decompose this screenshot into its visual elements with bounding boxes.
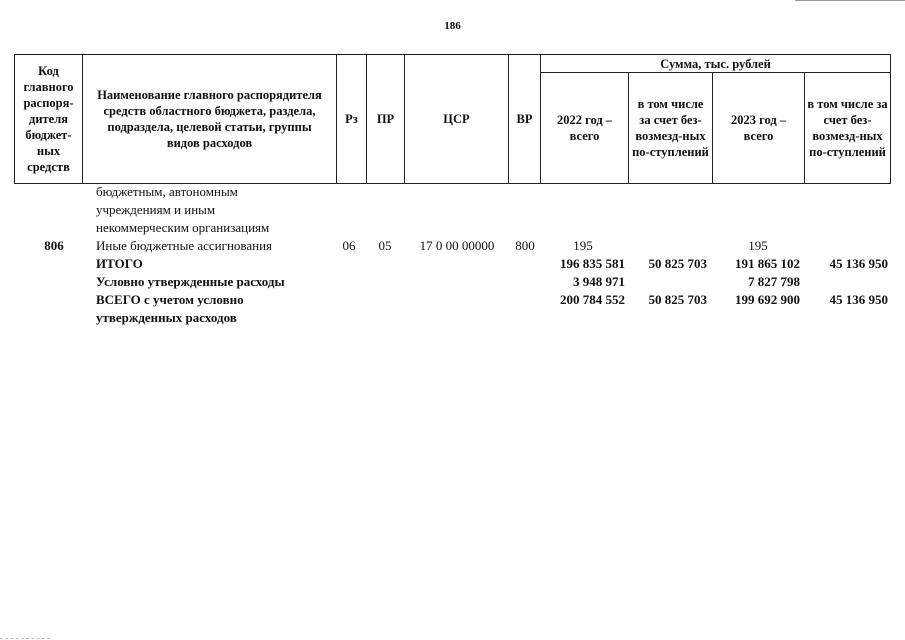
table-row — [14, 201, 890, 219]
row-2022-free: 50 825 703 — [648, 292, 707, 307]
row-2023-total: 7 827 798 — [748, 274, 800, 289]
header-csr: ЦСР — [405, 55, 509, 184]
header-vr: ВР — [509, 55, 541, 184]
header-name: Наименование главного распорядителя средств областного бюджета, раздела, подраздела, целевой статьи, группы видов расходов — [83, 55, 337, 184]
table-row-total-cont — [14, 309, 890, 327]
row-vr: 800 — [515, 238, 535, 253]
table-row-itogo — [14, 255, 890, 273]
header-2023-free: в том числе за счет без-возмезд-ных по-ступлений — [805, 73, 891, 184]
header-sum: Сумма, тыс. рублей — [541, 55, 891, 73]
row-2022-total: 200 784 552 — [560, 292, 625, 307]
header-code: Код главного распоря-дителя бюджет-ных средств — [15, 55, 83, 184]
row-2023-free: 45 136 950 — [829, 292, 888, 307]
row-name-continuation: утвержденных расходов — [96, 310, 237, 325]
table-row-other — [14, 237, 890, 255]
table-row-total — [14, 291, 890, 309]
row-2022-total: 3 948 971 — [573, 274, 625, 289]
row-2023-total: 199 692 900 — [735, 292, 800, 307]
row-2022-total: 195 — [573, 238, 593, 253]
row-csr: 17 0 00 00000 — [419, 238, 495, 253]
row-name-continuation: некоммерческим организациям — [96, 220, 270, 235]
row-2023-free: 45 136 950 — [829, 256, 888, 271]
table-row — [14, 183, 890, 201]
table-row-conditional — [14, 273, 890, 291]
corner-scan-line — [795, 0, 905, 1]
table-header — [14, 54, 891, 184]
row-name-continuation: учреждениям и иным — [96, 202, 216, 217]
table-body — [14, 183, 890, 327]
header-2023-total: 2023 год – всего — [713, 73, 805, 184]
header-2022-total: 2022 год – всего — [541, 73, 629, 184]
row-2022-total: 196 835 581 — [560, 256, 625, 271]
table-row — [14, 219, 890, 237]
row-name: Иные бюджетные ассигнования — [96, 238, 273, 253]
row-name: ВСЕГО с учетом условно — [96, 292, 244, 307]
header-rz: Рз — [337, 55, 367, 184]
row-2023-total: 191 865 102 — [735, 256, 800, 271]
row-2022-free: 50 825 703 — [648, 256, 707, 271]
row-name: Условно утвержденные расходы — [96, 274, 285, 289]
row-rz: 06 — [342, 238, 356, 253]
row-pr: 05 — [378, 238, 392, 253]
row-name: ИТОГО — [96, 256, 143, 271]
row-name-continuation: бюджетным, автономным — [96, 184, 238, 199]
header-pr: ПР — [367, 55, 405, 184]
row-2023-total: 195 — [748, 238, 768, 253]
header-2022-free: в том числе за счет без-возмезд-ных по-ступлений — [629, 73, 713, 184]
page-number: 186 — [444, 20, 461, 32]
row-code: 806 — [44, 238, 64, 253]
